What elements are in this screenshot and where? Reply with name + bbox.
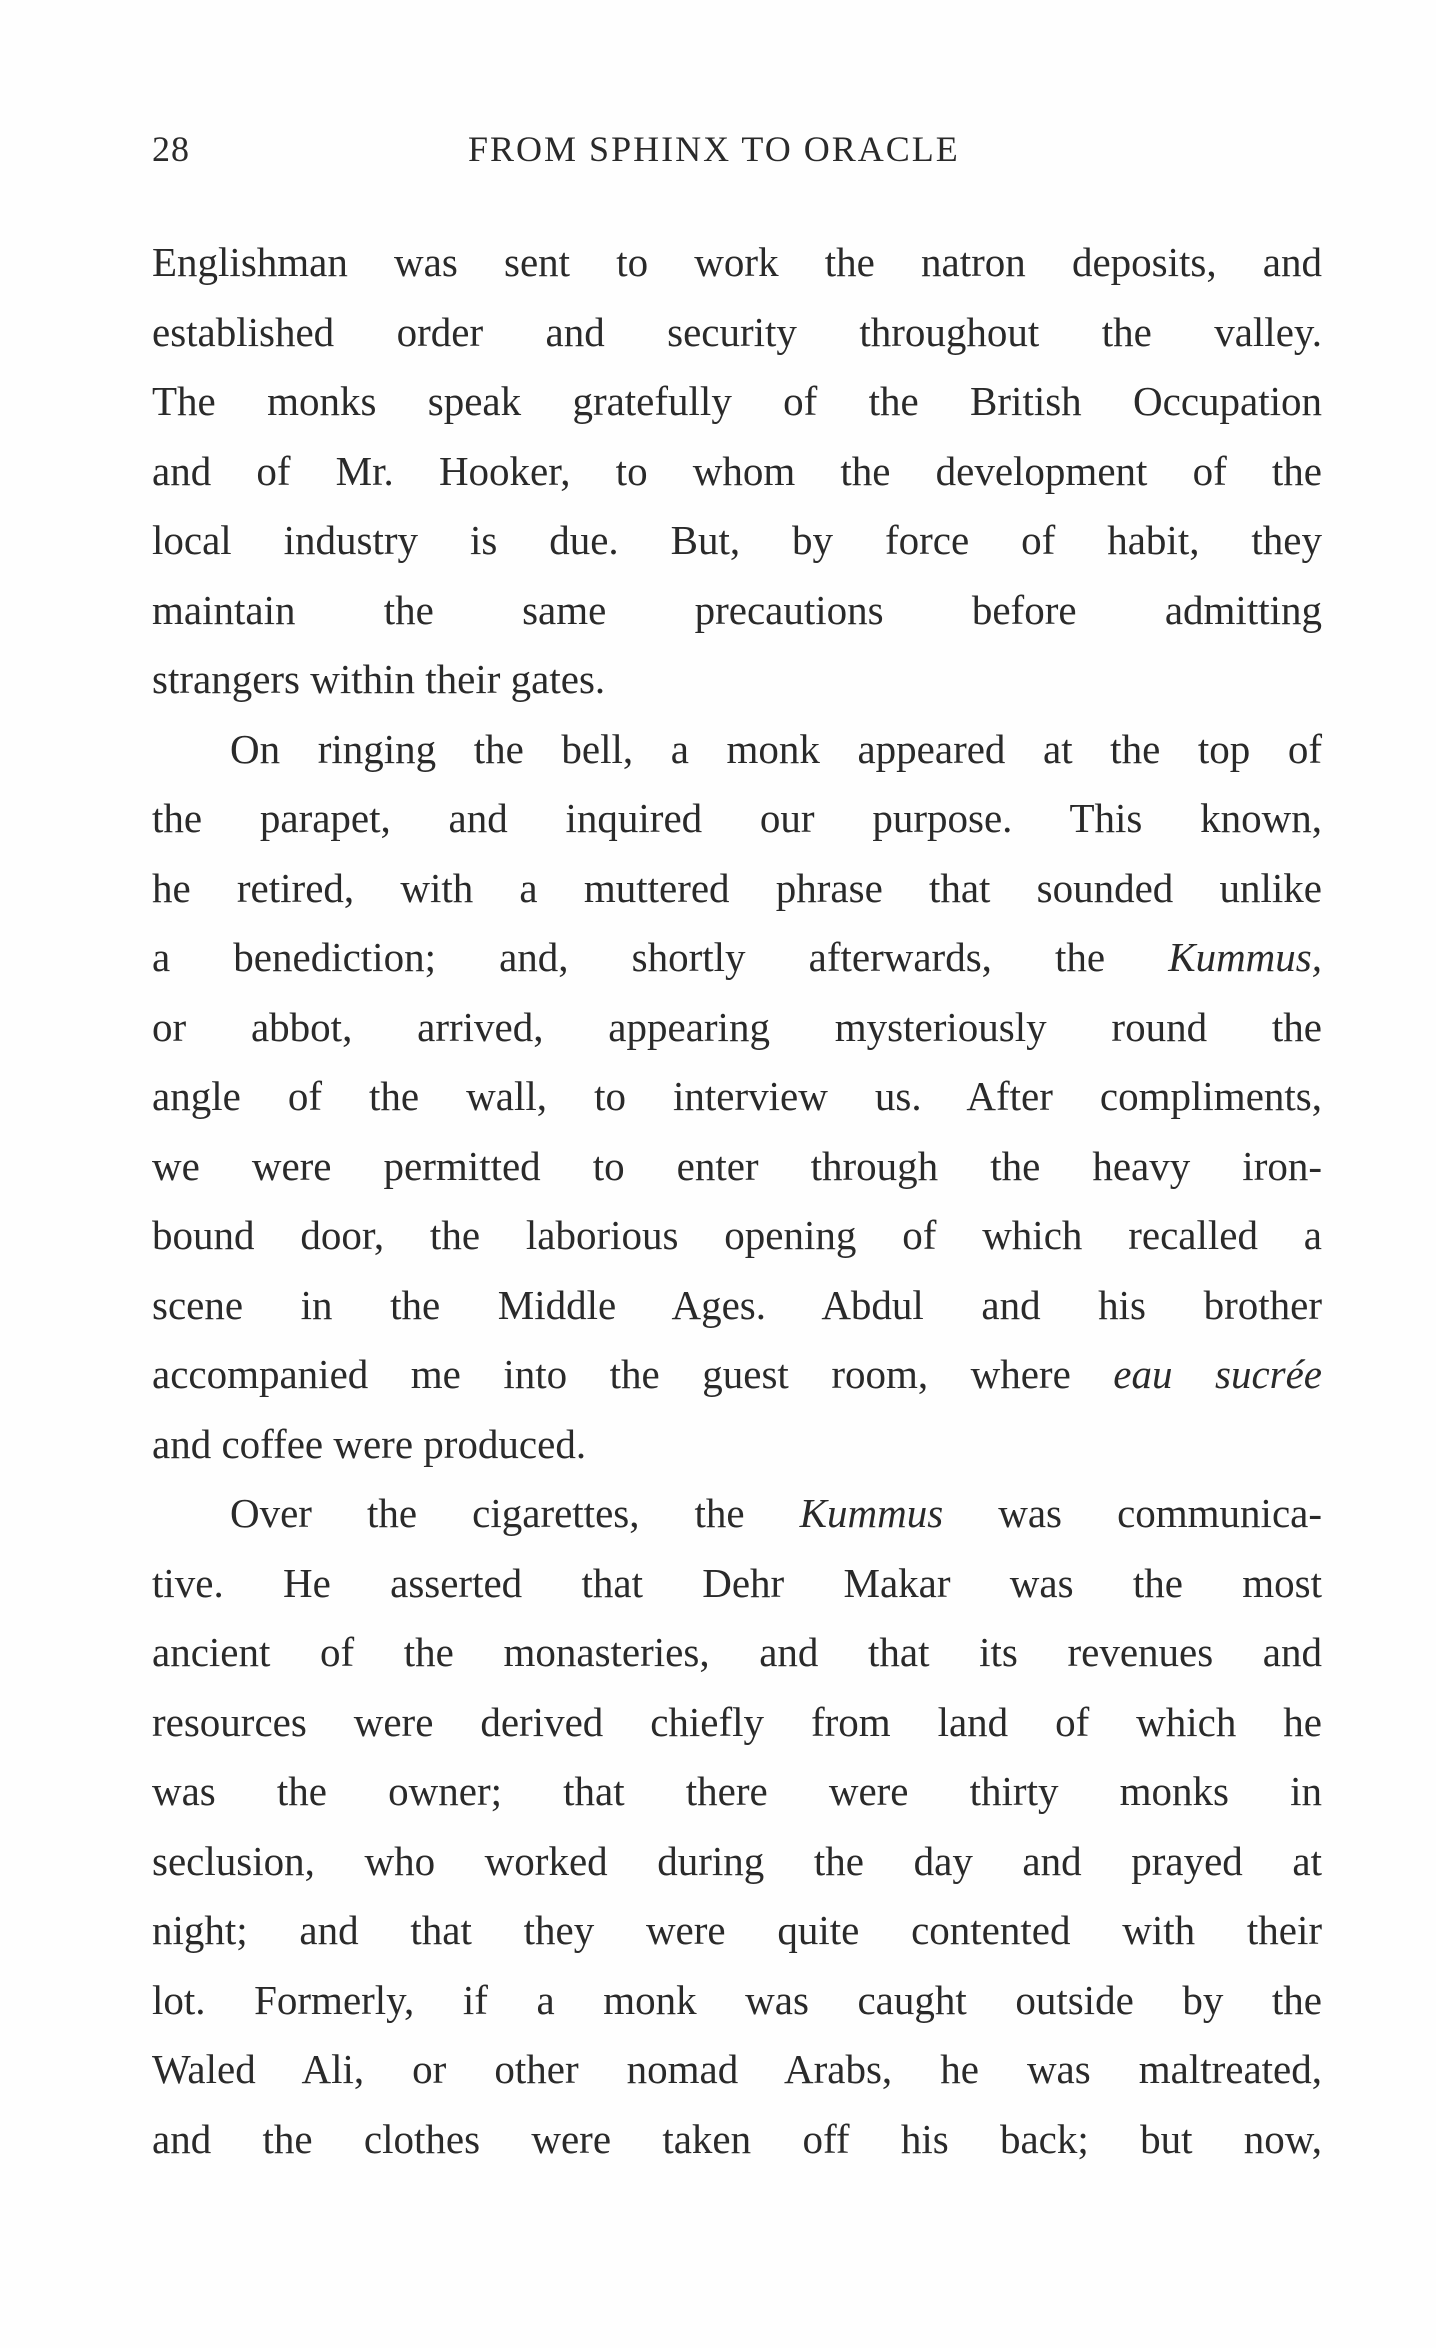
text-line: maintain the same precautions before admitting (152, 586, 1322, 633)
text-line: Waled Ali, or other nomad Arabs, he was maltreated, (152, 2046, 1322, 2092)
text-line: lot. Formerly, if a monk was caught outside by the (152, 1976, 1322, 2023)
italic-term: eau sucrée (1113, 1351, 1323, 1397)
italic-term: Kummus (799, 1490, 944, 1536)
text-line: local industry is due. But, by force of habit, they (152, 517, 1322, 563)
text-line: On ringing the bell, a monk appeared at the top of (230, 725, 1322, 772)
body-text (152, 228, 1322, 2174)
text-line: Englishman was sent to work the natron deposits, and (152, 239, 1322, 285)
text-run: Over the cigarettes, the (230, 1490, 800, 1536)
text-line (152, 1340, 1322, 1410)
running-title: FROM SPHINX TO ORACLE (468, 129, 960, 169)
text-line: night; and that they were quite contented with their (152, 1907, 1322, 1953)
text-line: ancient of the monasteries, and that its revenues and (152, 1629, 1322, 1675)
text-line: and of Mr. Hooker, to whom the development of the (152, 447, 1322, 494)
page-header (152, 128, 1322, 188)
text-line: strangers within their gates. (152, 656, 606, 702)
text-line: was the owner; that there were thirty monks in (152, 1768, 1322, 1814)
text-line: tive. He asserted that Dehr Makar was the most (152, 1559, 1322, 1606)
text-run: was communica- (943, 1490, 1322, 1536)
text-line: The monks speak gratefully of the British Occupation (152, 378, 1322, 424)
text-line: bound door, the laborious opening of which recalled a (152, 1212, 1322, 1258)
text-line: or abbot, arrived, appearing mysteriously round the (152, 1003, 1322, 1050)
text-run: accompanied me into the guest room, where (152, 1351, 1114, 1397)
text-line (152, 923, 1322, 993)
text-line: angle of the wall, to interview us. After compliments, (152, 1073, 1322, 1119)
text-run: a benediction; and, shortly afterwards, the (152, 934, 1169, 980)
text-line: scene in the Middle Ages. Abdul and his brother (152, 1281, 1322, 1328)
text-line: established order and security throughout the valley. (152, 308, 1322, 355)
text-line: resources were derived chiefly from land of which he (152, 1698, 1322, 1745)
text-line: and coffee were produced. (152, 1420, 587, 1467)
text-line: he retired, with a muttered phrase that sounded unlike (152, 864, 1322, 911)
text-line: and the clothes were taken off his back; but now, (152, 2115, 1322, 2162)
text-line (152, 1479, 1322, 1549)
italic-term: Kummus, (1168, 934, 1322, 980)
page-number: 28 (152, 129, 190, 169)
text-line: the parapet, and inquired our purpose. This known, (152, 795, 1322, 841)
text-line: we were permitted to enter through the heavy iron- (152, 1142, 1322, 1189)
text-line: seclusion, who worked during the day and prayed at (152, 1837, 1322, 1884)
